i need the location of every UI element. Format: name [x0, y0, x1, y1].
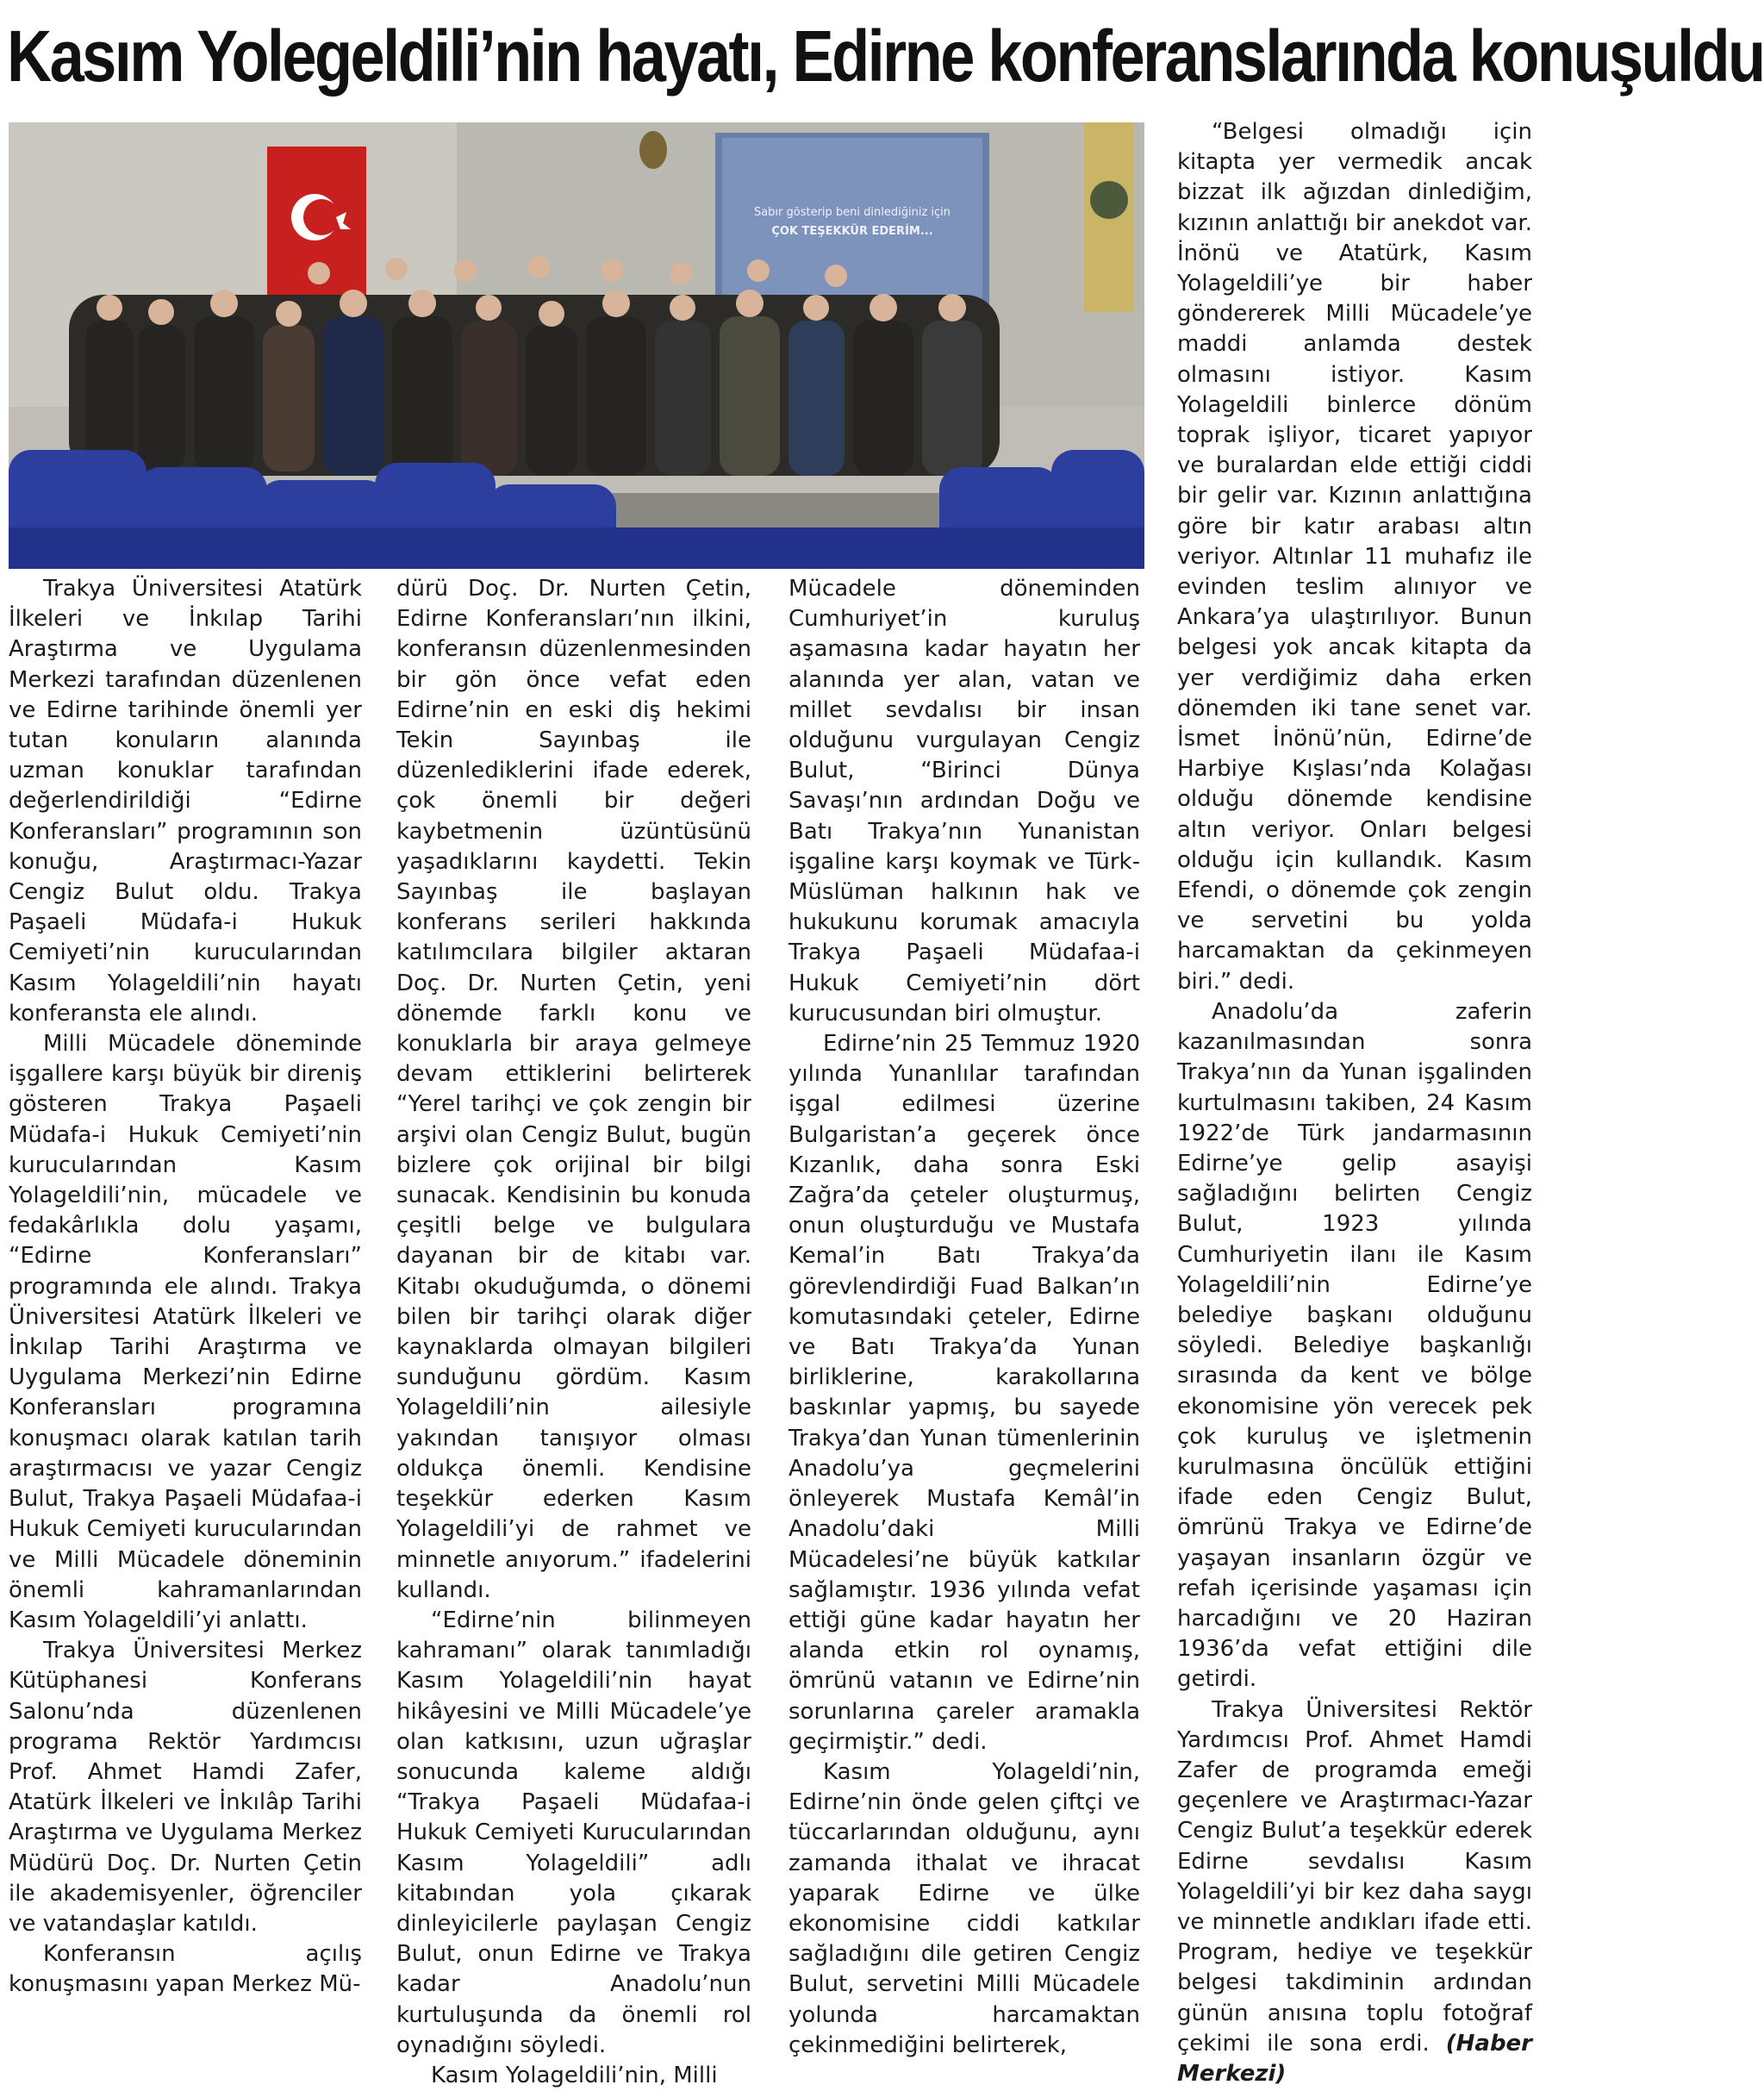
screen-text-line1: Sabır gösterip beni dinlediğiniz için [753, 206, 951, 219]
signoff: (Haber Merkezi) [1177, 2030, 1533, 2087]
paragraph: Konferansın açılış konuşmasını yapan Merkez Mü- [9, 1941, 362, 1998]
university-banner [1084, 122, 1134, 312]
paragraph: Kasım Yolageldili’nin, Milli [431, 2062, 718, 2088]
paragraph: “Belgesi olmadığı için kitapta yer vermedik ancak bizzat ilk ağızdan dinlediğim, kızının anlattığı bir anekdot var. İnönü ve Atatürk, Kasım Yolageldili’ye bir haber göndererek Milli Mücadele’ye maddi anlamda destek olmasını istiyor. Kasım Yolageldili binlerce dönüm toprak işliyor, ticaret yapıyor ve buralardan elde ettiği ciddi bir gelir var. Kızının anlattığına göre bir katır arabası altın veriyor. Altınlar 11 muhafız ile evinden teslim alınıyor ve Ankara’ya ulaştırılıyor. Bunun belgesi yok ancak kitapta da yer verdiğimiz daha erken dönemden iki tane senet var. İsmet İnönü’nün, Edirne’de Harbiye Kışlası’nda Kolağası olduğu dönemde kendisine altın veriyor. Onları belgesi olduğu için kullandık. Kasım Efendi, o dönemde çok zengin ve servetini bu yolda harcamaktan da çekinmeyen biri.” dedi. [1177, 119, 1532, 995]
paragraph: “Edirne’nin bilinmeyen kahramanı” olarak tanımladığı Kasım Yolageldili’nin hayat hikâyesini ve Milli Mücadele’ye olan katkısını, uzun uğraşlar sonucunda kaleme aldığı “Trakya Paşaeli Müdafaa-i Hukuk Cemiyeti Kurucularından Kasım Yolageldili” adlı kitabından yola çıkarak dinleyicilerle paylaşan Cengiz Bulut, onun Edirne ve Trakya kadar Anadolu’nun kurtuluşunda da önemli rol oynadığını söyledi. [396, 1607, 751, 2058]
paragraph: Milli Mücadele döneminde işgallere karşı büyük bir direniş gösteren Trakya Paşaeli Müdafa-i Hukuk Cemiyeti’nin kurucularından Kasım Yolageldili’nin, mücadele ve fedakârlıkla dolu yaşamı, “Edirne Konferansları” programında ele alındı. Trakya Üniversitesi Atatürk İlkeleri ve İnkılap Tarihi Araştırma ve Uygulama Merkezi’nin Edirne Konferansları programına konuşmacı olarak katılan tarih araştırmacısı ve yazar Cengiz Bulut, Trakya Paşaeli Müdafaa-i Hukuk Cemiyeti kurucularından ve Milli Mücadele döneminin önemli kahramanlarından Kasım Yolageldili’yi anlattı. [9, 1031, 362, 1633]
closing-text: Trakya Üniversitesi Rektör Yardımcısı Prof. Ahmet Hamdi Zafer de programda emeği geçenlere ve Araştırmacı-Yazar Cengiz Bulut’a teşekkür ederek Edirne sevdalısı Kasım Yolageldili’yi bir kez daha saygı ve minnetle andıkları ifade etti. Program, hediye ve teşekkür belgesi takdiminin ardından günün anısına toplu fotoğraf çekimi ile sona erdi. [1177, 1696, 1532, 2057]
group-photo [9, 122, 1144, 569]
paragraph: Kasım Yolageldi’nin, Edirne’nin önde gelen çiftçi ve tüccarlarından olduğunu, aynı zamanda ithalat ve ihracat yaparak Edirne ve ülke ekonomisine ciddi katkılar sağladığını dile getiren Cengiz Bulut, servetini Milli Mücadele yolunda harcamaktan çekinmediğini belirterek, [789, 1758, 1140, 2058]
headline: Kasım Yolegeldili’nin hayatı, Edirne konferanslarında konuşuldu [7, 16, 1764, 97]
article-column-3 [789, 574, 1140, 2061]
article-column-1 [9, 574, 362, 2000]
screen-text-line2: ÇOK TEŞEKKÜR EDERİM... [771, 225, 933, 238]
article-column-4 [1177, 117, 1532, 2089]
bust-icon [639, 131, 667, 169]
paragraph: Trakya Üniversitesi Merkez Kütüphanesi Konferans Salonu’nda düzenlenen programa Rektör Yardımcısı Prof. Ahmet Hamdi Zafer, Atatürk İlkeleri ve İnkılâp Tarihi Araştırma ve Uygulama Merkez Müdürü Doç. Dr. Nurten Çetin ile akademisyenler, öğrenciler ve vatandaşlar katıldı. [9, 1638, 362, 1937]
paragraph: Anadolu’da zaferin kazanılmasından sonra Trakya’nın da Yunan işgalinden kurtulmasını takiben, 24 Kasım 1922’de Türk jandarmasının Edirne’ye gelip asayişi sağladığını belirten Cengiz Bulut, 1923 yılında Cumhuriyetin ilanı ile Kasım Yolageldili’nin Edirne’ye belediye başkanı olduğunu söyledi. Belediye başkanlığı sırasında da kent ve bölge ekonomisine yön verecek pek çok kuruluş ve işletmenin kurulmasına öncülük ettiğini ifade eden Cengiz Bulut, ömrünü Trakya ve Edirne’de yaşayan insanların özgür ve refah içerisinde yaşaması için harcadığını ve 20 Haziran 1936’da vefat ettiğini dile getirdi. [1177, 998, 1532, 1693]
article-column-2 [396, 574, 751, 2091]
paragraph: Trakya Üniversitesi Atatürk İlkeleri ve İnkılap Tarihi Araştırma ve Uygulama Merkezi tarafından düzenlenen ve Edirne tarihinde önemli yer tutan konuların alanında uzman konuklar tarafından değerlendirildiği “Edirne Konferansları” programının son konuğu, Araştırmacı-Yazar Cengiz Bulut oldu. Trakya Paşaeli Müdafa-i Hukuk Cemiyeti’nin kurucularından Kasım Yolageldili’nin hayatı konferansta ele alındı. [9, 576, 362, 1027]
paragraph [1177, 1695, 1532, 2090]
paragraph: Edirne’nin 25 Temmuz 1920 yılında Yunanlılar tarafından işgal edilmesi üzerine Bulgaristan’a geçerek önce Kızanlık, daha sonra Eski Zağra’da çeteler oluşturmuş, onun oluşturduğu ve Mustafa Kemal’in Batı Trakya’da görevlendirdiği Fuad Balkan’ın komutasındaki çeteler, Edirne ve Batı Trakya’da Yunan birliklerine, karakollarına baskınlar yapmış, bu sayede Trakya’dan Yunan tümenlerinin Anadolu’ya geçmelerini önleyerek Mustafa Kemâl’in Anadolu’daki Milli Mücadelesi’ne büyük katkılar sağlamıştır. 1936 yılında vefat ettiği güne kadar hayatın her alanda etkin rol oynamış, ömrünü vatanın ve Edirne’nin sorunlarına çareler aramakla geçirmiştir.” dedi. [789, 1031, 1140, 1755]
paragraph: dürü Doç. Dr. Nurten Çetin, Edirne Konferansları’nın ilkini, konferansın düzenlenmesinden bir gön önce vefat eden Edirne’nin en eski diş hekimi Tekin Sayınbaş ile düzenlediklerini ifade ederek, çok önemli bir değeri kaybetmenin üzüntüsünü yaşadıklarını kaydetti. Tekin Sayınbaş ile başlayan konferans serileri hakkında katılımcılara bilgiler aktaran Doç. Dr. Nurten Çetin, yeni dönemde farklı konu ve konuklarla bir araya gelmeye devam ettiklerini belirterek “Yerel tarihçi ve çok zengin bir arşivi olan Cengiz Bulut, bugün bizlere çok orijinal bir bilgi sunacak. Kendisinin bu konuda çeşitli belge ve bulgulara dayanan bir de kitabı var. Kitabı okuduğumda, o dönemi bilen bir tarihçi olarak diğer kaynaklarda olmayan bilgileri sunduğunu gördüm. Kasım Yolageldili’nin ailesiyle yakından tanışıyor olması oldukça önemli. Kendisine teşekkür ederken Kasım Yolageldili’yi de rahmet ve minnetle anıyorum.” ifadelerini kullandı. [396, 576, 751, 1603]
paragraph: Mücadele döneminden Cumhuriyet’in kuruluş aşamasına kadar hayatın her alanında yer alan, vatan ve millet sevdalısı bir insan olduğunu vurgulayan Cengiz Bulut, “Birinci Dünya Savaşı’nın ardından Doğu ve Batı Trakya’nın Yunanistan işgaline karşı koymak ve Türk-Müslüman halkının hak ve hukukunu korumak amacıyla Trakya Paşaeli Müdafaa-i Hukuk Cemiyeti’nin dört kurucusundan biri olmuştur. [789, 576, 1140, 1027]
